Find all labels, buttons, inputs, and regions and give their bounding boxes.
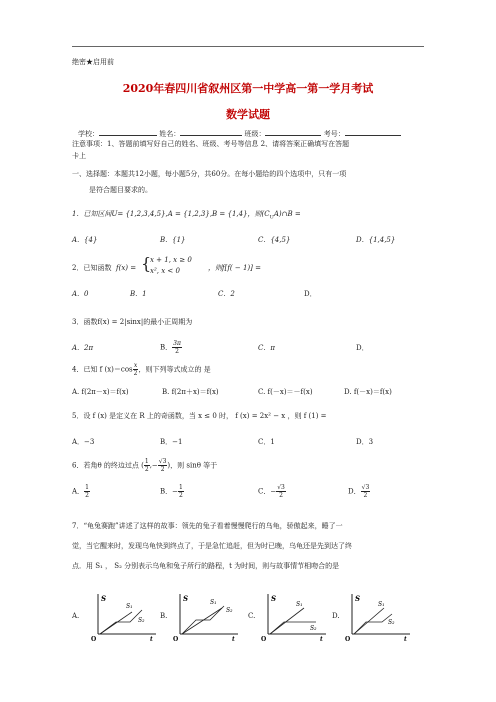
q7-graph-a-label-s2: S₂ xyxy=(138,617,145,624)
q7-option-a-label: A. xyxy=(72,612,80,620)
q1-option-b: B．{1} xyxy=(160,236,186,244)
q5-option-c: C．1 xyxy=(258,438,275,446)
q7-graph-b-axis-s: S xyxy=(183,594,189,603)
q2-brace: { xyxy=(141,254,152,273)
q7-option-b-label: B. xyxy=(160,612,168,620)
q7-graph-d-label-s1: S₁ xyxy=(378,601,385,608)
exam-no-field[interactable] xyxy=(345,128,401,136)
name-label: 姓名： xyxy=(159,130,181,138)
q7-graph-c xyxy=(260,592,330,642)
q3-option-c: C．π xyxy=(258,344,275,352)
info-line xyxy=(78,128,401,139)
q3-option-b: B． $\frac{3\pi}{2}$ xyxy=(160,340,181,355)
q7-graph-a-axis-s: S xyxy=(101,594,107,603)
q7-option-d-label: D. xyxy=(332,612,340,620)
q7-graph-d-label-s2: S₂ xyxy=(388,619,395,626)
q7-graph-d-s1 xyxy=(354,608,384,634)
q2-option-d: D． xyxy=(304,290,317,298)
q1-option-c: C．{4,5} xyxy=(258,236,291,244)
q7-line1: 7．“龟兔赛跑”讲述了这样的故事：领先的兔子看着慢慢爬行的乌龟，骄傲起来，睡了一 xyxy=(72,522,343,530)
q4-stem: 4．已知 f (x)＝cos $\frac{x}{2}$ ，则下列等式成立的 是 xyxy=(72,362,211,377)
secret-label: 绝密★启用前 xyxy=(72,58,114,66)
q2-stem-pre: 2．已知函数 xyxy=(72,264,112,272)
q6-option-c: C．− $\frac{√3}{2}$ xyxy=(258,484,285,499)
section1-line2: 是符合题目要求的。 xyxy=(89,186,152,194)
q4-option-b: B. f(2π＋x)＝f(x) xyxy=(162,388,219,396)
q3-stem: 3．函数f(x) = 2|sinx|的最小正周期为 xyxy=(72,318,193,326)
q7-graph-a-origin: O xyxy=(91,636,97,642)
q2-option-a: A．0 xyxy=(72,290,89,298)
q6-stem: 6．若角θ 的终边过点 ( $\frac{1}{2}$ ,− $\frac{√3}{2}$ )，则 sinθ 等于 xyxy=(72,458,218,473)
q7-option-c-label: C. xyxy=(248,612,256,620)
q7-graph-c-label-s1: S₁ xyxy=(296,601,303,608)
q7-graph-d xyxy=(344,592,414,642)
q7-graph-d-axis-s: S xyxy=(355,594,361,603)
q7-graph-c-axis-t: t xyxy=(320,636,323,642)
q7-line3: 点．用 S₁ ， S₂ 分别表示乌龟和兔子所行的路程，t 为时间，则与故事情节相吻合的是 xyxy=(72,562,340,570)
q7-graph-b-label-s2: S₂ xyxy=(226,607,233,614)
q1-option-a: A．{4} xyxy=(72,236,98,244)
q3-option-d: D． xyxy=(356,344,369,352)
q3-option-a: A．2π xyxy=(72,344,94,352)
q2-stem-post: ，则f[f( − 1)] = xyxy=(208,264,261,272)
school-label: 学校： xyxy=(78,130,99,138)
q2-case2: x², x < 0 xyxy=(150,267,180,275)
q2-option-b: B．1 xyxy=(130,290,147,298)
q7-graph-c-origin: O xyxy=(261,636,267,642)
q7-graph-b-axis-t: t xyxy=(232,636,235,642)
exam-subtitle: 数学试题 xyxy=(226,108,270,121)
q5-option-a: A．−3 xyxy=(72,438,95,446)
q4-option-a: A. f(2π－x)＝f(x) xyxy=(72,388,129,396)
q5-option-d: D．3 xyxy=(356,438,374,446)
notice-line1: 注意事项：1、答题前填写好自己的姓名、班级、考号等信息 2、请将答案正确填写在答题 xyxy=(72,140,350,148)
q7-graph-a xyxy=(90,592,160,642)
q5-option-b: B．−1 xyxy=(160,438,183,446)
q7-graph-b-label-s1: S₁ xyxy=(210,599,217,606)
q6-option-d: D． $\frac{√3}{2}$ xyxy=(348,484,370,499)
name-field[interactable] xyxy=(180,128,242,136)
q7-graph-d-origin: O xyxy=(345,636,351,642)
q6-option-b: B．− $\frac{1}{2}$ xyxy=(160,484,183,499)
q7-graph-d-axis-t: t xyxy=(404,636,407,642)
q7-line2: 觉，当它醒来时，发现乌龟快到终点了，于是急忙追赶，但为时已晚，乌龟还是先到达了终 xyxy=(72,542,352,550)
q7-graph-b-origin: O xyxy=(173,636,179,642)
q2-option-c: C．2 xyxy=(218,290,235,298)
q4-option-c: C. f(－x)＝－f(x) xyxy=(258,388,313,396)
class-label: 班级： xyxy=(244,130,266,138)
q6-option-a: A． $\frac{1}{2}$ xyxy=(72,484,89,499)
q2-fx: f(x) = xyxy=(116,264,137,272)
q1-stem: 1．已知区间U= {1,2,3,4,5},A = {1,2,3},B = {1,4}，则$(C_UA)\cap B$ = xyxy=(72,210,301,221)
q7-graph-a-label-s1: S₁ xyxy=(126,603,133,610)
q7-graph-a-axis-t: t xyxy=(150,636,153,642)
section1-line1: 一、选择题：本题共12小题，每小题5分，共60分。在每小题给的四个选项中，只有一项 xyxy=(72,170,347,178)
q7-graph-b-s1 xyxy=(182,608,222,634)
q1-option-d: D．{1,4,5} xyxy=(356,236,396,244)
q7-graph-b xyxy=(172,592,242,642)
q4-option-d: D. f(－x)＝f(x) xyxy=(344,388,392,396)
q7-graph-c-axis-s: S xyxy=(271,594,277,603)
header-rule xyxy=(72,46,424,47)
notice-line2: 卡上 xyxy=(72,152,86,160)
q7-graph-d-s2 xyxy=(354,614,392,634)
q7-graph-a-s2 xyxy=(100,610,142,634)
q5-stem: 5．设 f (x) 是定义在 R 上的奇函数，当 x ≤ 0 时， f (x) = 2x² − x ，则 f (1) = xyxy=(72,412,327,420)
q7-graph-c-label-s2: S₂ xyxy=(310,625,317,632)
exam-title: 2020年春四川省叙州区第一中学高一第一学月考试 xyxy=(122,82,374,95)
exam-no-label: 考号： xyxy=(323,130,345,138)
class-field[interactable] xyxy=(265,128,321,136)
school-field[interactable] xyxy=(99,128,157,136)
q2-case1: x + 1, x ≥ 0 xyxy=(150,256,192,264)
